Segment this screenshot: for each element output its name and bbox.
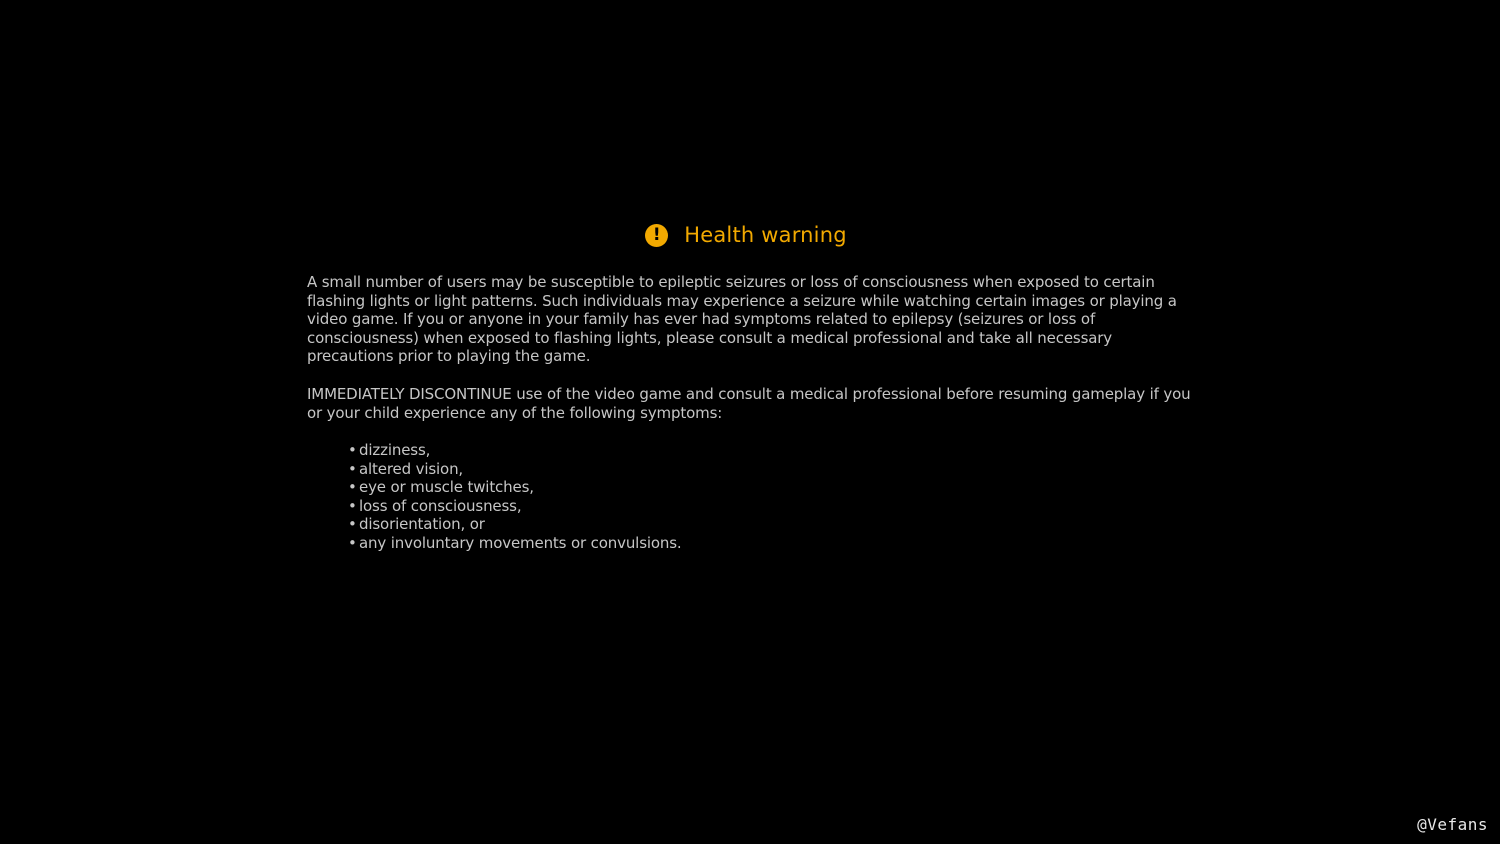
symptom-item — [348, 515, 682, 534]
bullet-icon: • — [348, 478, 357, 496]
warning-title: Health warning — [684, 223, 847, 247]
bullet-icon: • — [348, 533, 357, 552]
symptom-item — [348, 497, 682, 516]
bullet-icon: • — [348, 496, 357, 515]
bullet-icon: • — [348, 515, 357, 533]
symptom-item — [348, 478, 682, 497]
symptom-text: altered vision, — [359, 459, 464, 478]
watermark: @Vefans — [1417, 815, 1488, 834]
symptom-text: dizziness, — [359, 441, 431, 459]
bullet-icon: • — [348, 459, 357, 478]
exclamation-circle-icon: ! — [645, 224, 668, 247]
symptom-list — [348, 441, 682, 552]
symptom-item — [348, 441, 682, 460]
symptom-text: any involuntary movements or convulsions. — [359, 533, 682, 552]
warning-paragraph-1: A small number of users may be susceptible to epileptic seizures or loss of consciousness when exposed to certain flashing lights or light patterns. Such individuals may experience a seizure while watching certain images or playing a video game. If you or anyone in your family has ever had symptoms related to epilepsy (seizures or loss of consciousness) when exposed to flashing lights, please consult a medical professional and take all necessary precautions prior to playing the game. — [307, 273, 1177, 365]
warning-paragraph-2: IMMEDIATELY DISCONTINUE use of the video game and consult a medical professional before resuming gameplay if you or your child experience any of the following symptoms: — [307, 385, 1191, 422]
warning-header — [0, 221, 1500, 249]
symptom-item — [348, 460, 682, 479]
symptom-text: loss of consciousness, — [359, 496, 522, 515]
symptom-text: disorientation, or — [359, 515, 485, 533]
symptom-item — [348, 534, 682, 553]
bullet-icon: • — [348, 441, 357, 459]
symptom-text: eye or muscle twitches, — [359, 478, 534, 496]
